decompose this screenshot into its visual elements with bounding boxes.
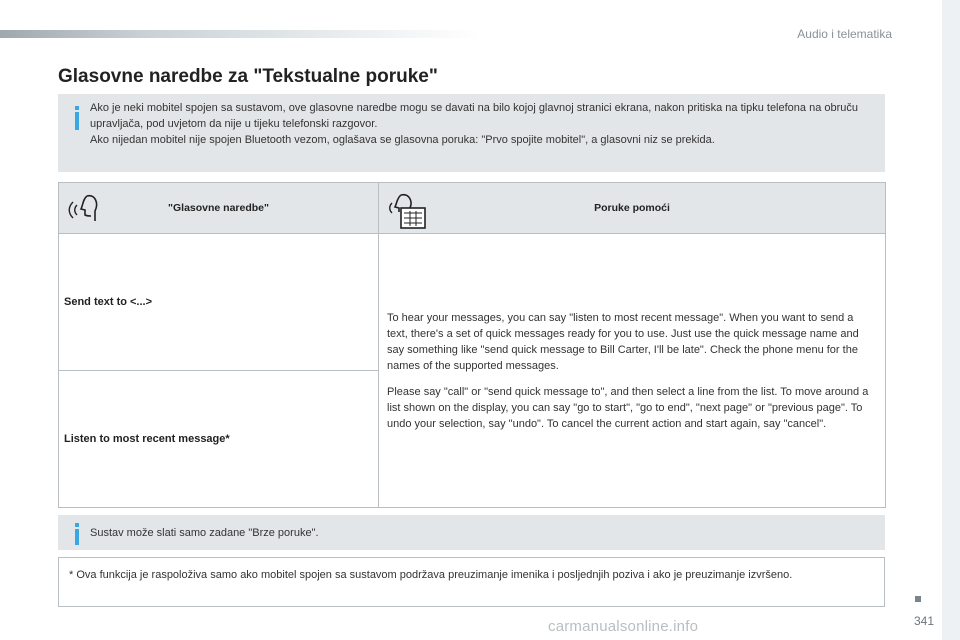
help-paragraph-2: Please say "call" or "send quick message to", and then select a line from the list. To move around a list shown on the display, you can say "go to start", "go to end", "next page" or "previous page". To undo your selection, say "undo". To cancel the current action and start again, say "cancel".: [387, 385, 869, 430]
command-cell: Listen to most recent message*: [59, 371, 379, 508]
header-cell-commands: [59, 183, 379, 234]
info-line-1: Ako je neki mobitel spojen sa sustavom, ove glasovne naredbe mogu se davati na bilo kojoj glavnoj stranici ekrana, nakon pritiska na tipku telefona na obruču upravljača, pod uvjetom da nije u tijeku telefonski razgovor.: [90, 102, 859, 130]
info-text-top: [90, 100, 865, 148]
info-line-2: Ako nijedan mobitel nije spojen Bluetooth vezom, oglašava se glasovna poruka: "Prvo spojite mobitel", a glasovni niz se prekida.: [90, 134, 715, 146]
page-title: Glasovne naredbe za "Tekstualne poruke": [58, 66, 438, 87]
speaking-head-screen-icon: [385, 191, 429, 234]
help-paragraph-1: To hear your messages, you can say "listen to most recent message". When you want to send a text, there's a set of quick messages ready for you to use. Just use the quick message name and say something like "send quick message to Bill Carter, I'll be late". Check the phone menu for the names of the supported messages.: [387, 311, 859, 372]
header-decor-bar: [0, 30, 480, 38]
col-header-commands: "Glasovne naredbe": [168, 202, 269, 214]
info-box-top: [58, 94, 885, 172]
page-marker: [915, 596, 921, 602]
info-icon: [72, 106, 82, 130]
header-cell-help: [379, 183, 886, 234]
command-cell: Send text to <...>: [59, 234, 379, 371]
table-row: [59, 234, 886, 371]
voice-commands-table: [58, 182, 886, 508]
footnote-text: * Ova funkcija je raspoloživa samo ako mobitel spojen sa sustavom podržava preuzimanje imenika i posljednjih poziva i ako je preuzimanje izvršeno.: [69, 569, 793, 581]
watermark: carmanualsonline.info: [548, 618, 699, 635]
speaking-head-icon: [65, 191, 101, 228]
table-header-row: [59, 183, 886, 234]
page-number: 341: [914, 614, 935, 628]
info-box-bottom: [58, 515, 885, 550]
help-cell: [379, 234, 886, 508]
info-icon: [72, 523, 82, 545]
info-text-bottom: Sustav može slati samo zadane "Brze poruke".: [90, 527, 319, 539]
section-title: Audio i telematika: [797, 27, 892, 41]
col-header-help: Poruke pomoći: [594, 202, 670, 214]
footnote: [58, 557, 885, 607]
page-edge-strip: [942, 0, 960, 640]
